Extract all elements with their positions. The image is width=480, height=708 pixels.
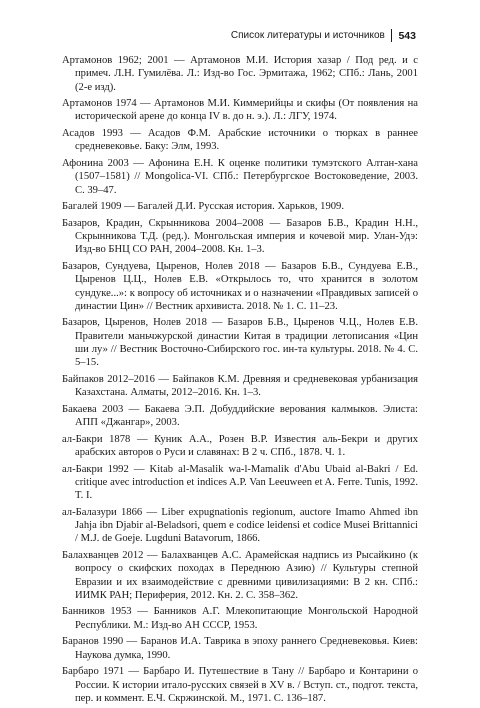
reference-entry: Артамонов 1962; 2001 — Артамонов М.И. История хазар / Под ред. и с примеч. Л.Н. Гумилёва. Л.: Изд-во Гос. Эрмитажа, 1962; СПб.: Лань, 2001 (2-е изд). [62,55,418,93]
running-header [231,29,416,42]
reference-entry: Афонина 2003 — Афонина Е.Н. К оценке политики тумэтского Алтан-хана (1507–1581) // Mongolica-VI. СПб.: Петербургское Востоковедение, 2003. С. 39–47. [62,157,418,196]
page-number: 543 [398,29,416,42]
reference-entry: Асадов 1993 — Асадов Ф.М. Арабские источники о тюрках в раннее средневековье. Баку: Элм, 1993. [62,128,418,153]
reference-entry: ал-Бакри 1992 — Kitab al-Masalik wa-l-Mamalik d'Abu Ubaid al-Bakri / Ed. critique avec introduction et indices A.P. Van Leeuween et A. Ferre. Tunis, 1992. T. I. [62,463,418,502]
reference-entry: Базаров, Цыренов, Нолев 2018 — Базаров Б.В., Цыренов Ч.Ц., Нолев Е.В. Правители маньчжурской династии Китая в традиции летописания «Цин ши лу» // Вестник Восточно-Сибирского гос. ин-та культуры. 2018. № 4. С. 5–15. [62,317,418,369]
reference-entry: Баранов 1990 — Баранов И.А. Таврика в эпоху раннего Средневековья. Киев: Наукова думка, 1990. [62,636,418,661]
reference-entry: Базаров, Крадин, Скрынникова 2004–2008 — Базаров Б.В., Крадин Н.Н., Скрынникова Т.Д. (ред.). Монгольская империя и кочевой мир. Улан-Удэ: Изд-во БНЦ СО РАН, 2004–2008. Кн. 1–3. [62,217,418,256]
reference-entry: Багалей 1909 — Багалей Д.И. Русская история. Харьков, 1909. [62,201,344,213]
reference-entry: Балахванцев 2012 — Балахванцев А.С. Арамейская надпись из Рысайкино (к вопросу о скифских походах в Переднюю Азию) // Культуры степной Евразии и их взаимодействие с древними цивилизациями: В 2 кн. СПб.: ИИМК РАН; Периферия, 2012. Кн. 2. С. 358–362. [62,549,418,601]
reference-entry: Банников 1953 — Банников А.Г. Млекопитающие Монгольской Народной Республики. М.: Изд-во АН СССР, 1953. [62,606,418,631]
reference-entry: Бакаева 2003 — Бакаева Э.П. Добуддийские верования калмыков. Элиста: АПП «Джангар», 2003. [62,403,418,429]
header-title: Список литературы и источников [230,30,385,41]
reference-entry: Базаров, Сундуева, Цыренов, Нолев 2018 — Базаров Б.В., Сундуева Е.В., Цыренов Ц.Ц., Нолев Е.В. «Открылось то, что хранится в золотом сундуке...»: к вопросу об источниках и о назначении «Правдивых записей о династии Цин» // Вестник архивиста. 2018. № 1. С. 11–23. [62,260,418,312]
header-separator [391,29,393,42]
reference-entry: ал-Бакри 1878 — Куник А.А., Розен В.Р. Известия аль-Бекри и других арабских авторов о Руси и славянах: В 2 ч. СПб., 1878. Ч. 1. [62,433,418,458]
reference-entry: Артамонов 1974 — Артамонов М.И. Киммерийцы и скифы (От появления на исторической арене до конца IV в. до н. э.). Л.: ЛГУ, 1974. [62,98,418,123]
reference-entry: Байпаков 2012–2016 — Байпаков К.М. Древняя и средневековая урбанизация Казахстана. Алматы, 2012–2016. Кн. 1–3. [62,373,418,399]
reference-entry: ал-Балазури 1866 — Liber expugnationis regionum, auctore Imamo Ahmed ibn Jahja ibn Djabir al-Beladsori, quem e codice leidensi et codice Musei Brittannici / M.J. de Goeje. Lugduni Batavorum, 1866. [62,506,418,545]
reference-entry: Барбаро 1971 — Барбаро И. Путешествие в Тану // Барбаро и Контарини о России. К истории итало-русских связей в XV в. / Вступ. ст., подгот. текста, пер. и коммент. Е.Ч. Скржинской. М., 1971. С. 136–187. [62,666,418,704]
reference-list [62,54,418,708]
